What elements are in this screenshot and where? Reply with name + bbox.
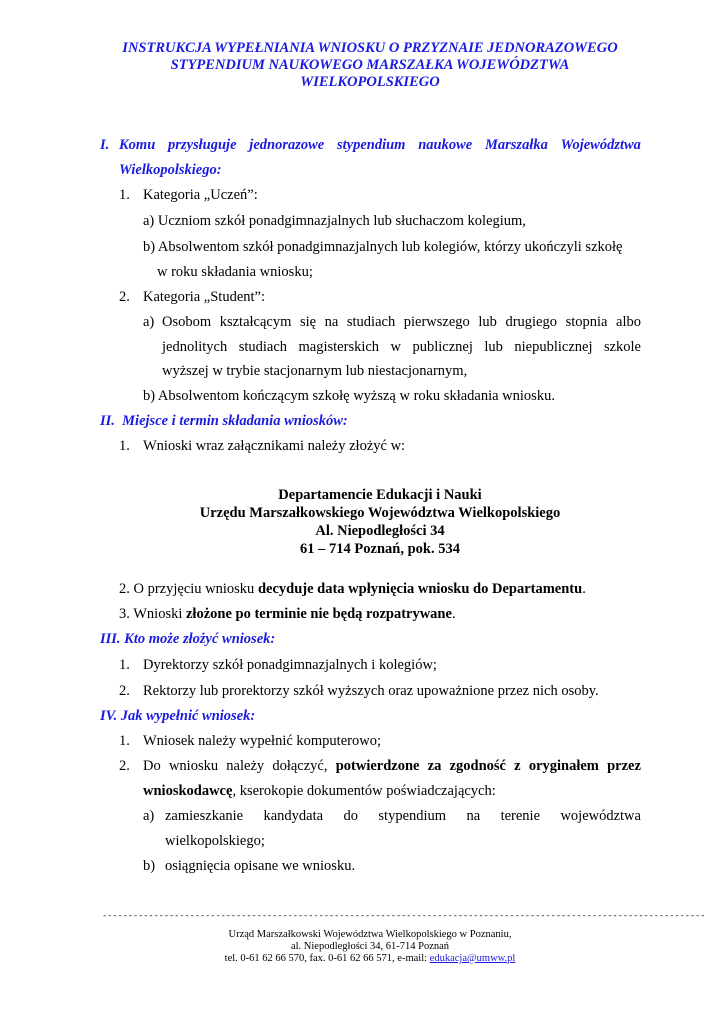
section-2-heading: II. Miejsce i termin składania wniosków:: [100, 413, 348, 429]
list-number: 1.: [119, 187, 130, 203]
section-1-heading-line-2: Wielkopolskiego:: [119, 162, 222, 178]
word: drugiego: [505, 314, 557, 330]
footer: [100, 929, 640, 965]
section-1-number: I.: [100, 137, 110, 153]
word: dołączyć,: [272, 758, 328, 774]
list-item-2a-line-1: [162, 313, 641, 331]
address-line-1: Departamencie Edukacji i Nauki: [278, 487, 482, 503]
word: na: [466, 808, 481, 824]
list-label: a): [143, 314, 155, 330]
late-submission-rule: [119, 605, 456, 623]
bold-word: potwierdzone: [335, 758, 420, 774]
eligible-submitter-1: Dyrektorzy szkół ponadgimnazjalnych i kolegiów;: [143, 657, 437, 673]
list-item-4b: osiągnięcia opisane we wniosku.: [165, 858, 356, 874]
word: Do: [143, 758, 161, 774]
list-label: a): [143, 808, 155, 824]
word: należy: [226, 758, 265, 774]
word: studiach: [238, 339, 288, 355]
word: publicznej: [412, 339, 473, 355]
bold-word: z: [514, 758, 521, 774]
acceptance-rule: [119, 580, 586, 598]
footer-line-2: al. Niepodległości 34, 61-714 Poznań: [290, 941, 450, 952]
word: wniosku: [168, 758, 219, 774]
email-link[interactable]: edukacja@umww.pl: [429, 953, 516, 964]
list-item-4a-line-2: wielkopolskiego;: [165, 833, 265, 849]
heading-word: stypendium: [336, 137, 406, 153]
section-1-heading: [119, 136, 641, 154]
category-uczen: Kategoria „Uczeń”:: [143, 187, 258, 203]
word: niepublicznej: [514, 339, 593, 355]
bold-word: oryginałem: [528, 758, 599, 774]
word: stopnia: [565, 314, 608, 330]
list-item-1b: b) Absolwentom szkół ponadgimnazjalnych lub kolegiów, którzy ukończyli szkołę: [143, 239, 623, 255]
footer-line-1: Urząd Marszałkowski Województwa Wielkopolskiego w Poznaniu,: [228, 929, 512, 940]
word: na: [324, 314, 339, 330]
word: się: [299, 314, 317, 330]
heading-word: przysługuje: [168, 137, 237, 153]
list-label: b): [143, 858, 156, 874]
word: lub: [484, 339, 503, 355]
address-line-3: Al. Niepodległości 34: [315, 523, 445, 539]
word: kandydata: [263, 808, 324, 824]
heading-word: jednorazowe: [249, 137, 325, 153]
list-number: 1.: [119, 657, 130, 673]
word: zamieszkanie: [165, 808, 244, 824]
footer-divider: ---------------------------------------------------------------------------------------------------------------------: [102, 911, 706, 921]
category-student: Kategoria „Student”:: [143, 289, 265, 305]
word: lub: [478, 314, 497, 330]
bold-word: przez: [607, 758, 641, 774]
text: , kserokopie dokumentów poświadczających:: [232, 783, 496, 799]
list-item-2a-line-3: wyższej w trybie stacjonarnym lub niestacjonarnym,: [162, 363, 468, 379]
bold-text: złożone po terminie nie będą rozpatrywane: [186, 606, 452, 622]
bold-word: za: [427, 758, 442, 774]
word: w: [390, 339, 402, 355]
word: pierwszego: [403, 314, 470, 330]
bold-word: zgodność: [449, 758, 506, 774]
address-line-2: Urzędu Marszałkowskiego Województwa Wielkopolskiego: [199, 505, 561, 521]
word: studiach: [346, 314, 396, 330]
word: magisterskich: [298, 339, 380, 355]
list-number: 1.: [119, 733, 130, 749]
list-number: 1.: [119, 438, 130, 454]
submission-instruction: Wnioski wraz załącznikami należy złożyć w:: [143, 438, 406, 454]
list-item-1a: a) Uczniom szkół ponadgimnazjalnych lub słuchaczom kolegium,: [143, 213, 526, 229]
word: województwa: [560, 808, 641, 824]
bold-text: wnioskodawcę: [143, 783, 233, 799]
bold-text: decyduje data wpłynięcia wniosku do Departamentu: [257, 581, 583, 597]
footer-line-3: [100, 953, 640, 965]
heading-word: Komu: [119, 137, 156, 153]
word: do: [343, 808, 358, 824]
word: kształcącym: [219, 314, 292, 330]
text: .: [451, 606, 456, 622]
word: albo: [616, 314, 641, 330]
section-4-heading: IV. Jak wypełnić wniosek:: [100, 708, 256, 724]
list-number: 2.: [119, 289, 130, 305]
title-line-2: STYPENDIUM NAUKOWEGO MARSZAŁKA WOJEWÓDZTWA: [170, 57, 570, 73]
document-title: [80, 40, 660, 91]
attachments-line-2: [143, 782, 496, 800]
eligible-submitter-2: Rektorzy lub prorektorzy szkół wyższych oraz upoważnione przez nich osoby.: [143, 683, 599, 699]
word: terenie: [500, 808, 541, 824]
address-line-4: 61 – 714 Poznań, pok. 534: [300, 541, 460, 557]
list-item-1b-cont: w roku składania wniosku;: [157, 264, 313, 280]
word: jednolitych: [162, 339, 228, 355]
section-3-heading: III. Kto może złożyć wniosek:: [100, 631, 276, 647]
heading-word: Województwa: [560, 137, 641, 153]
text: .: [582, 581, 586, 597]
list-item-4a-line-1: [165, 807, 641, 825]
text: 2. O przyjęciu wniosku: [119, 581, 258, 597]
footer-contact: tel. 0-61 62 66 570, fax. 0-61 62 66 571, e-mail:: [224, 953, 430, 964]
word: szkole: [603, 339, 641, 355]
list-item-2b: b) Absolwentom kończącym szkołę wyższą w roku składania wniosku.: [143, 388, 555, 404]
list-item-2a-line-2: [162, 338, 641, 356]
list-number: 2.: [119, 758, 130, 774]
heading-word: naukowe: [418, 137, 473, 153]
title-line-1: INSTRUKCJA WYPEŁNIANIA WNIOSKU O PRZYZNAIE JEDNORAZOWEGO: [122, 40, 618, 56]
list-number: 2.: [119, 683, 130, 699]
fill-instruction: Wniosek należy wypełnić komputerowo;: [143, 733, 381, 749]
attachments-line-1: [143, 757, 641, 775]
heading-word: Marszałka: [485, 137, 548, 153]
word: stypendium: [378, 808, 447, 824]
word: Osobom: [162, 314, 212, 330]
text: 3. Wnioski: [119, 606, 186, 622]
title-line-3: WIELKOPOLSKIEGO: [300, 74, 440, 90]
address-block: [100, 486, 660, 558]
